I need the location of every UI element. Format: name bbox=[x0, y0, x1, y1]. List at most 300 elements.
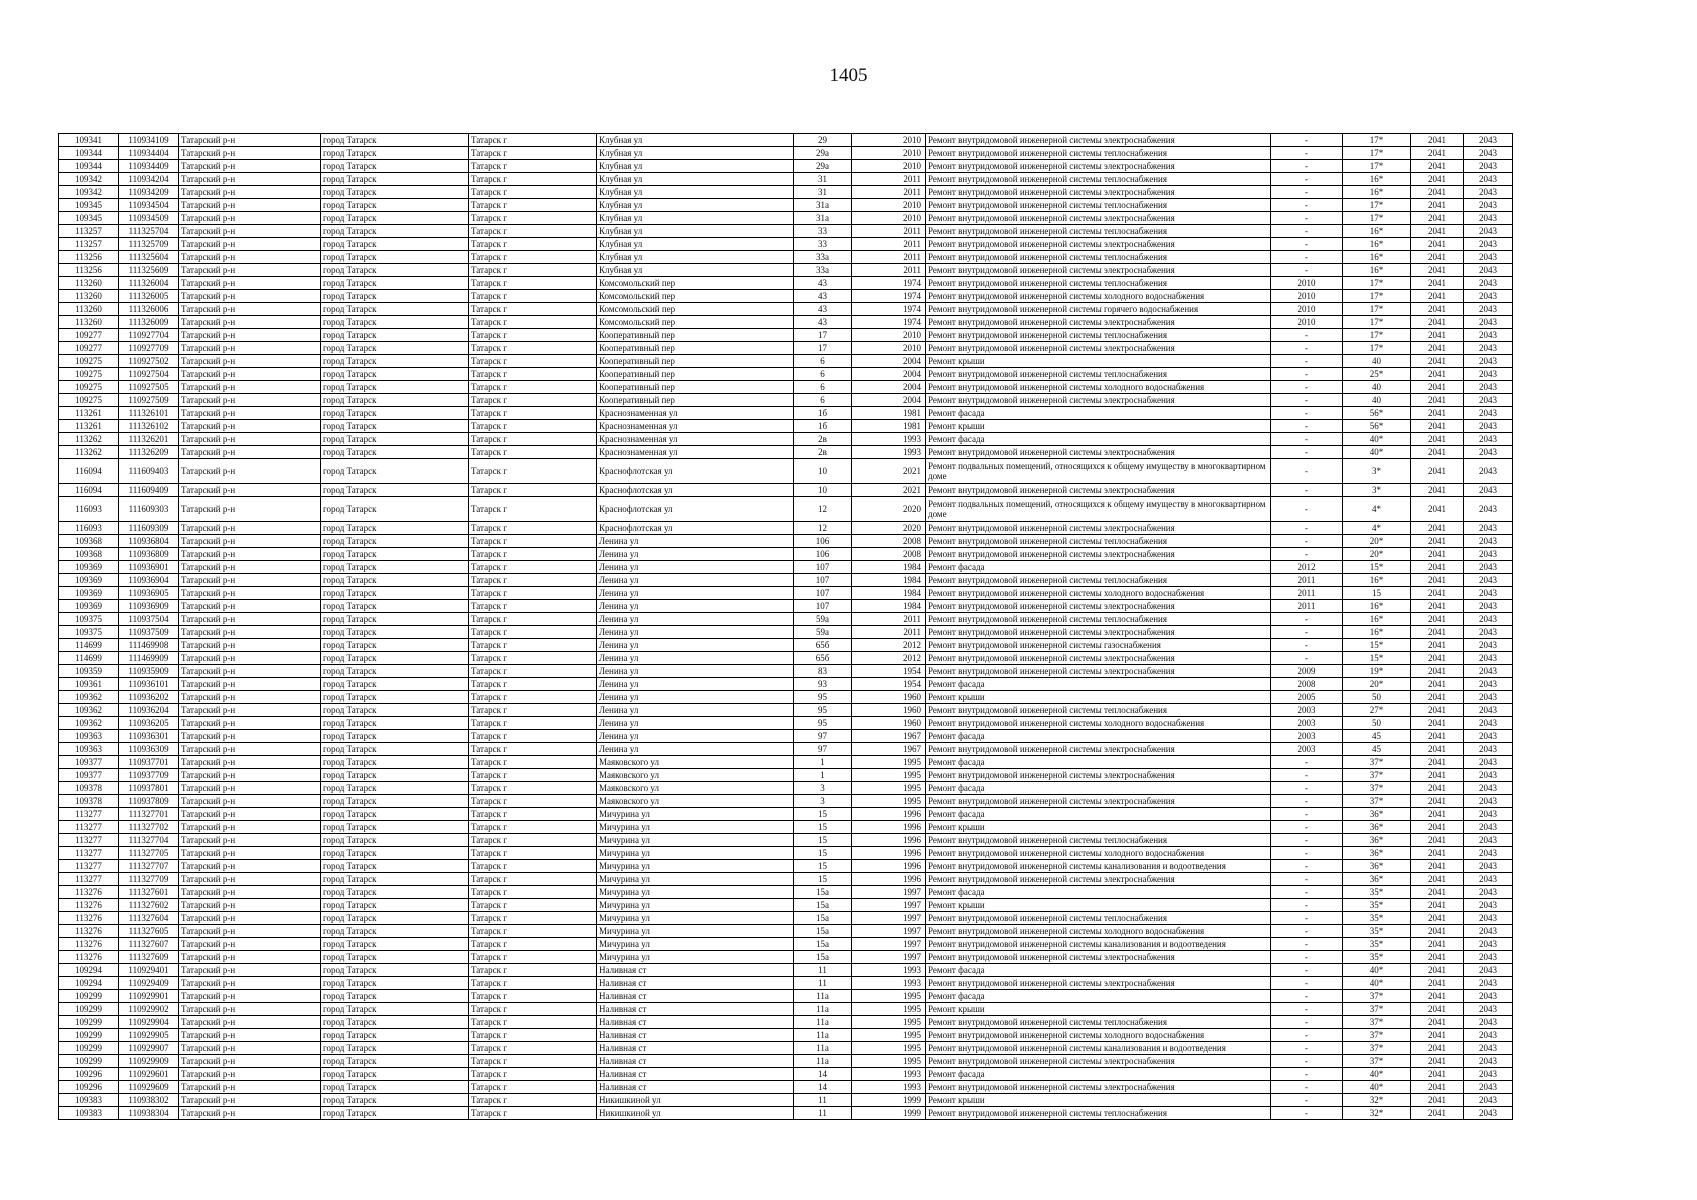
build-year-cell: 2010 bbox=[852, 147, 926, 160]
settlement-cell: Татарск г bbox=[469, 446, 597, 459]
street-cell: Мичурина ул bbox=[597, 847, 794, 860]
district-cell: Татарский р-н bbox=[179, 1016, 321, 1029]
house-id-cell: 113257 bbox=[59, 238, 119, 251]
settlement-cell: Татарск г bbox=[469, 587, 597, 600]
house-number-cell: 1 bbox=[794, 769, 852, 782]
table-row bbox=[59, 186, 1513, 199]
district-cell: Татарский р-н bbox=[179, 264, 321, 277]
municipality-cell: город Татарск bbox=[321, 303, 469, 316]
build-year-cell: 1996 bbox=[852, 821, 926, 834]
work-type-cell: Ремонт внутридомовой инженерной системы холодного водоснабжения bbox=[926, 847, 1271, 860]
work-id-cell: 110937801 bbox=[119, 782, 179, 795]
house-id-cell: 113277 bbox=[59, 834, 119, 847]
district-cell: Татарский р-н bbox=[179, 639, 321, 652]
wear-cell: 17* bbox=[1343, 316, 1411, 329]
work-type-cell: Ремонт подвальных помещений, относящихся к общему имуществу в многоквартирном доме bbox=[926, 459, 1271, 484]
house-id-cell: 109378 bbox=[59, 795, 119, 808]
build-year-cell: 1993 bbox=[852, 977, 926, 990]
build-year-cell: 1995 bbox=[852, 1029, 926, 1042]
settlement-cell: Татарск г bbox=[469, 548, 597, 561]
end-year-cell: 2043 bbox=[1464, 964, 1513, 977]
street-cell: Наливная ст bbox=[597, 1081, 794, 1094]
table-row bbox=[59, 847, 1513, 860]
table-row bbox=[59, 704, 1513, 717]
house-number-cell: 12 bbox=[794, 522, 852, 535]
wear-cell: 56* bbox=[1343, 420, 1411, 433]
start-year-cell: 2041 bbox=[1411, 626, 1464, 639]
work-type-cell: Ремонт фасада bbox=[926, 886, 1271, 899]
district-cell: Татарский р-н bbox=[179, 199, 321, 212]
end-year-cell: 2043 bbox=[1464, 199, 1513, 212]
house-number-cell: 15а bbox=[794, 886, 852, 899]
house-number-cell: 15 bbox=[794, 860, 852, 873]
last-repair-year-cell: - bbox=[1271, 847, 1343, 860]
settlement-cell: Татарск г bbox=[469, 964, 597, 977]
street-cell: Ленина ул bbox=[597, 717, 794, 730]
district-cell: Татарский р-н bbox=[179, 355, 321, 368]
district-cell: Татарский р-н bbox=[179, 964, 321, 977]
start-year-cell: 2041 bbox=[1411, 199, 1464, 212]
house-number-cell: 2в bbox=[794, 446, 852, 459]
municipality-cell: город Татарск bbox=[321, 147, 469, 160]
work-id-cell: 111327701 bbox=[119, 808, 179, 821]
municipality-cell: город Татарск bbox=[321, 990, 469, 1003]
house-id-cell: 109361 bbox=[59, 678, 119, 691]
wear-cell: 4* bbox=[1343, 522, 1411, 535]
build-year-cell: 2011 bbox=[852, 613, 926, 626]
table-row bbox=[59, 990, 1513, 1003]
work-id-cell: 111325709 bbox=[119, 238, 179, 251]
build-year-cell: 1967 bbox=[852, 743, 926, 756]
settlement-cell: Татарск г bbox=[469, 381, 597, 394]
work-id-cell: 110936204 bbox=[119, 704, 179, 717]
build-year-cell: 2011 bbox=[852, 173, 926, 186]
district-cell: Татарский р-н bbox=[179, 368, 321, 381]
work-id-cell: 110936309 bbox=[119, 743, 179, 756]
last-repair-year-cell: - bbox=[1271, 886, 1343, 899]
end-year-cell: 2043 bbox=[1464, 730, 1513, 743]
house-number-cell: 15а bbox=[794, 925, 852, 938]
last-repair-year-cell: - bbox=[1271, 1055, 1343, 1068]
house-number-cell: 11а bbox=[794, 990, 852, 1003]
street-cell: Наливная ст bbox=[597, 977, 794, 990]
work-type-cell: Ремонт внутридомовой инженерной системы холодного водоснабжения bbox=[926, 717, 1271, 730]
end-year-cell: 2043 bbox=[1464, 1016, 1513, 1029]
work-id-cell: 110934109 bbox=[119, 134, 179, 147]
street-cell: Маяковского ул bbox=[597, 782, 794, 795]
last-repair-year-cell: - bbox=[1271, 1081, 1343, 1094]
work-type-cell: Ремонт внутридомовой инженерной системы теплоснабжения bbox=[926, 329, 1271, 342]
table-body bbox=[59, 134, 1513, 1120]
table-row bbox=[59, 782, 1513, 795]
settlement-cell: Татарск г bbox=[469, 329, 597, 342]
start-year-cell: 2041 bbox=[1411, 769, 1464, 782]
build-year-cell: 2010 bbox=[852, 199, 926, 212]
end-year-cell: 2043 bbox=[1464, 860, 1513, 873]
house-id-cell: 109299 bbox=[59, 1016, 119, 1029]
last-repair-year-cell: 2008 bbox=[1271, 678, 1343, 691]
table-row bbox=[59, 938, 1513, 951]
settlement-cell: Татарск г bbox=[469, 730, 597, 743]
build-year-cell: 2004 bbox=[852, 368, 926, 381]
build-year-cell: 2011 bbox=[852, 186, 926, 199]
last-repair-year-cell: - bbox=[1271, 173, 1343, 186]
street-cell: Кооперативный пер bbox=[597, 355, 794, 368]
end-year-cell: 2043 bbox=[1464, 886, 1513, 899]
settlement-cell: Татарск г bbox=[469, 756, 597, 769]
end-year-cell: 2043 bbox=[1464, 1094, 1513, 1107]
table-row bbox=[59, 834, 1513, 847]
work-type-cell: Ремонт внутридомовой инженерной системы холодного водоснабжения bbox=[926, 1029, 1271, 1042]
build-year-cell: 1996 bbox=[852, 847, 926, 860]
settlement-cell: Татарск г bbox=[469, 394, 597, 407]
street-cell: Мичурина ул bbox=[597, 821, 794, 834]
street-cell: Краснознаменная ул bbox=[597, 433, 794, 446]
wear-cell: 4* bbox=[1343, 497, 1411, 522]
municipality-cell: город Татарск bbox=[321, 342, 469, 355]
municipality-cell: город Татарск bbox=[321, 847, 469, 860]
house-id-cell: 113262 bbox=[59, 433, 119, 446]
house-number-cell: 107 bbox=[794, 587, 852, 600]
street-cell: Ленина ул bbox=[597, 574, 794, 587]
work-type-cell: Ремонт крыши bbox=[926, 1094, 1271, 1107]
settlement-cell: Татарск г bbox=[469, 342, 597, 355]
street-cell: Клубная ул bbox=[597, 199, 794, 212]
end-year-cell: 2043 bbox=[1464, 821, 1513, 834]
work-id-cell: 111469908 bbox=[119, 639, 179, 652]
start-year-cell: 2041 bbox=[1411, 977, 1464, 990]
street-cell: Наливная ст bbox=[597, 1003, 794, 1016]
house-number-cell: 15а bbox=[794, 951, 852, 964]
last-repair-year-cell: 2011 bbox=[1271, 574, 1343, 587]
settlement-cell: Татарск г bbox=[469, 574, 597, 587]
house-number-cell: 106 bbox=[794, 535, 852, 548]
house-number-cell: 12 bbox=[794, 497, 852, 522]
table-row bbox=[59, 873, 1513, 886]
wear-cell: 40 bbox=[1343, 355, 1411, 368]
district-cell: Татарский р-н bbox=[179, 977, 321, 990]
work-id-cell: 111326101 bbox=[119, 407, 179, 420]
settlement-cell: Татарск г bbox=[469, 834, 597, 847]
settlement-cell: Татарск г bbox=[469, 912, 597, 925]
wear-cell: 17* bbox=[1343, 134, 1411, 147]
build-year-cell: 1997 bbox=[852, 925, 926, 938]
work-type-cell: Ремонт внутридомовой инженерной системы газоснабжения bbox=[926, 639, 1271, 652]
table-row bbox=[59, 368, 1513, 381]
street-cell: Кооперативный пер bbox=[597, 381, 794, 394]
street-cell: Ленина ул bbox=[597, 561, 794, 574]
work-id-cell: 110936101 bbox=[119, 678, 179, 691]
start-year-cell: 2041 bbox=[1411, 497, 1464, 522]
street-cell: Клубная ул bbox=[597, 251, 794, 264]
settlement-cell: Татарск г bbox=[469, 717, 597, 730]
start-year-cell: 2041 bbox=[1411, 212, 1464, 225]
district-cell: Татарский р-н bbox=[179, 769, 321, 782]
last-repair-year-cell: - bbox=[1271, 394, 1343, 407]
end-year-cell: 2043 bbox=[1464, 212, 1513, 225]
house-id-cell: 109294 bbox=[59, 977, 119, 990]
work-type-cell: Ремонт внутридомовой инженерной системы холодного водоснабжения bbox=[926, 925, 1271, 938]
municipality-cell: город Татарск bbox=[321, 1081, 469, 1094]
last-repair-year-cell: - bbox=[1271, 613, 1343, 626]
end-year-cell: 2043 bbox=[1464, 613, 1513, 626]
wear-cell: 40 bbox=[1343, 394, 1411, 407]
table-row bbox=[59, 977, 1513, 990]
house-id-cell: 114699 bbox=[59, 639, 119, 652]
house-number-cell: 106 bbox=[794, 548, 852, 561]
house-id-cell: 113276 bbox=[59, 925, 119, 938]
municipality-cell: город Татарск bbox=[321, 912, 469, 925]
build-year-cell: 1993 bbox=[852, 964, 926, 977]
wear-cell: 50 bbox=[1343, 717, 1411, 730]
house-number-cell: 11 bbox=[794, 977, 852, 990]
work-id-cell: 111609403 bbox=[119, 459, 179, 484]
work-id-cell: 110934509 bbox=[119, 212, 179, 225]
build-year-cell: 2010 bbox=[852, 329, 926, 342]
house-number-cell: 6 bbox=[794, 368, 852, 381]
house-id-cell: 109341 bbox=[59, 134, 119, 147]
build-year-cell: 1995 bbox=[852, 1055, 926, 1068]
house-number-cell: 11а bbox=[794, 1029, 852, 1042]
wear-cell: 16* bbox=[1343, 600, 1411, 613]
municipality-cell: город Татарск bbox=[321, 977, 469, 990]
table-row bbox=[59, 316, 1513, 329]
street-cell: Краснофлотская ул bbox=[597, 522, 794, 535]
build-year-cell: 1995 bbox=[852, 990, 926, 1003]
settlement-cell: Татарск г bbox=[469, 873, 597, 886]
municipality-cell: город Татарск bbox=[321, 1055, 469, 1068]
table-row bbox=[59, 264, 1513, 277]
street-cell: Мичурина ул bbox=[597, 938, 794, 951]
start-year-cell: 2041 bbox=[1411, 704, 1464, 717]
house-id-cell: 109383 bbox=[59, 1094, 119, 1107]
settlement-cell: Татарск г bbox=[469, 186, 597, 199]
municipality-cell: город Татарск bbox=[321, 446, 469, 459]
district-cell: Татарский р-н bbox=[179, 587, 321, 600]
settlement-cell: Татарск г bbox=[469, 639, 597, 652]
work-type-cell: Ремонт фасада bbox=[926, 561, 1271, 574]
table-row bbox=[59, 446, 1513, 459]
house-id-cell: 113276 bbox=[59, 951, 119, 964]
work-id-cell: 111325609 bbox=[119, 264, 179, 277]
settlement-cell: Татарск г bbox=[469, 212, 597, 225]
street-cell: Мичурина ул bbox=[597, 834, 794, 847]
house-id-cell: 109344 bbox=[59, 160, 119, 173]
settlement-cell: Татарск г bbox=[469, 173, 597, 186]
build-year-cell: 1999 bbox=[852, 1094, 926, 1107]
street-cell: Наливная ст bbox=[597, 1055, 794, 1068]
end-year-cell: 2043 bbox=[1464, 381, 1513, 394]
build-year-cell: 1993 bbox=[852, 446, 926, 459]
wear-cell: 20* bbox=[1343, 548, 1411, 561]
last-repair-year-cell: - bbox=[1271, 821, 1343, 834]
municipality-cell: город Татарск bbox=[321, 1068, 469, 1081]
build-year-cell: 1997 bbox=[852, 912, 926, 925]
wear-cell: 45 bbox=[1343, 730, 1411, 743]
end-year-cell: 2043 bbox=[1464, 329, 1513, 342]
street-cell: Ленина ул bbox=[597, 678, 794, 691]
municipality-cell: город Татарск bbox=[321, 1107, 469, 1120]
end-year-cell: 2043 bbox=[1464, 1029, 1513, 1042]
house-number-cell: 2в bbox=[794, 433, 852, 446]
house-number-cell: 83 bbox=[794, 665, 852, 678]
settlement-cell: Татарск г bbox=[469, 316, 597, 329]
wear-cell: 40* bbox=[1343, 1081, 1411, 1094]
table-row bbox=[59, 756, 1513, 769]
start-year-cell: 2041 bbox=[1411, 238, 1464, 251]
work-id-cell: 110929609 bbox=[119, 1081, 179, 1094]
last-repair-year-cell: - bbox=[1271, 433, 1343, 446]
work-type-cell: Ремонт внутридомовой инженерной системы электроснабжения bbox=[926, 951, 1271, 964]
district-cell: Татарский р-н bbox=[179, 873, 321, 886]
house-number-cell: 33 bbox=[794, 238, 852, 251]
house-id-cell: 109369 bbox=[59, 574, 119, 587]
work-id-cell: 110937709 bbox=[119, 769, 179, 782]
last-repair-year-cell: - bbox=[1271, 756, 1343, 769]
settlement-cell: Татарск г bbox=[469, 199, 597, 212]
work-id-cell: 111327709 bbox=[119, 873, 179, 886]
last-repair-year-cell: - bbox=[1271, 186, 1343, 199]
municipality-cell: город Татарск bbox=[321, 782, 469, 795]
settlement-cell: Татарск г bbox=[469, 951, 597, 964]
wear-cell: 36* bbox=[1343, 847, 1411, 860]
house-id-cell: 109294 bbox=[59, 964, 119, 977]
settlement-cell: Татарск г bbox=[469, 977, 597, 990]
wear-cell: 32* bbox=[1343, 1094, 1411, 1107]
last-repair-year-cell: - bbox=[1271, 147, 1343, 160]
settlement-cell: Татарск г bbox=[469, 420, 597, 433]
municipality-cell: город Татарск bbox=[321, 238, 469, 251]
work-type-cell: Ремонт внутридомовой инженерной системы теплоснабжения bbox=[926, 704, 1271, 717]
municipality-cell: город Татарск bbox=[321, 199, 469, 212]
end-year-cell: 2043 bbox=[1464, 186, 1513, 199]
end-year-cell: 2043 bbox=[1464, 433, 1513, 446]
settlement-cell: Татарск г bbox=[469, 368, 597, 381]
last-repair-year-cell: 2010 bbox=[1271, 277, 1343, 290]
district-cell: Татарский р-н bbox=[179, 160, 321, 173]
settlement-cell: Татарск г bbox=[469, 238, 597, 251]
district-cell: Татарский р-н bbox=[179, 1068, 321, 1081]
work-type-cell: Ремонт внутридомовой инженерной системы электроснабжения bbox=[926, 212, 1271, 225]
wear-cell: 50 bbox=[1343, 691, 1411, 704]
district-cell: Татарский р-н bbox=[179, 535, 321, 548]
house-id-cell: 109362 bbox=[59, 704, 119, 717]
wear-cell: 15* bbox=[1343, 561, 1411, 574]
municipality-cell: город Татарск bbox=[321, 704, 469, 717]
settlement-cell: Татарск г bbox=[469, 665, 597, 678]
start-year-cell: 2041 bbox=[1411, 678, 1464, 691]
settlement-cell: Татарск г bbox=[469, 303, 597, 316]
end-year-cell: 2043 bbox=[1464, 873, 1513, 886]
district-cell: Татарский р-н bbox=[179, 251, 321, 264]
build-year-cell: 1974 bbox=[852, 277, 926, 290]
last-repair-year-cell: 2010 bbox=[1271, 316, 1343, 329]
municipality-cell: город Татарск bbox=[321, 160, 469, 173]
last-repair-year-cell: - bbox=[1271, 795, 1343, 808]
district-cell: Татарский р-н bbox=[179, 561, 321, 574]
municipality-cell: город Татарск bbox=[321, 1029, 469, 1042]
work-id-cell: 110934204 bbox=[119, 173, 179, 186]
house-number-cell: 11 bbox=[794, 1107, 852, 1120]
house-number-cell: 11а bbox=[794, 1042, 852, 1055]
wear-cell: 35* bbox=[1343, 899, 1411, 912]
district-cell: Татарский р-н bbox=[179, 394, 321, 407]
municipality-cell: город Татарск bbox=[321, 808, 469, 821]
municipality-cell: город Татарск bbox=[321, 535, 469, 548]
build-year-cell: 2010 bbox=[852, 212, 926, 225]
work-type-cell: Ремонт внутридомовой инженерной системы электроснабжения bbox=[926, 134, 1271, 147]
house-id-cell: 113260 bbox=[59, 290, 119, 303]
district-cell: Татарский р-н bbox=[179, 522, 321, 535]
settlement-cell: Татарск г bbox=[469, 1055, 597, 1068]
municipality-cell: город Татарск bbox=[321, 886, 469, 899]
street-cell: Клубная ул bbox=[597, 173, 794, 186]
work-type-cell: Ремонт внутридомовой инженерной системы электроснабжения bbox=[926, 743, 1271, 756]
table-row bbox=[59, 420, 1513, 433]
settlement-cell: Татарск г bbox=[469, 407, 597, 420]
work-type-cell: Ремонт внутридомовой инженерной системы теплоснабжения bbox=[926, 535, 1271, 548]
table-row bbox=[59, 808, 1513, 821]
house-number-cell: 31 bbox=[794, 173, 852, 186]
municipality-cell: город Татарск bbox=[321, 433, 469, 446]
end-year-cell: 2043 bbox=[1464, 147, 1513, 160]
table-row bbox=[59, 548, 1513, 561]
build-year-cell: 2021 bbox=[852, 459, 926, 484]
work-type-cell: Ремонт внутридомовой инженерной системы электроснабжения bbox=[926, 873, 1271, 886]
wear-cell: 36* bbox=[1343, 821, 1411, 834]
house-id-cell: 109299 bbox=[59, 1029, 119, 1042]
municipality-cell: город Татарск bbox=[321, 574, 469, 587]
municipality-cell: город Татарск bbox=[321, 769, 469, 782]
table-row bbox=[59, 1029, 1513, 1042]
municipality-cell: город Татарск bbox=[321, 665, 469, 678]
start-year-cell: 2041 bbox=[1411, 420, 1464, 433]
build-year-cell: 1960 bbox=[852, 691, 926, 704]
start-year-cell: 2041 bbox=[1411, 1029, 1464, 1042]
work-id-cell: 111327601 bbox=[119, 886, 179, 899]
wear-cell: 32* bbox=[1343, 1107, 1411, 1120]
work-type-cell: Ремонт внутридомовой инженерной системы теплоснабжения bbox=[926, 368, 1271, 381]
work-type-cell: Ремонт внутридомовой инженерной системы электроснабжения bbox=[926, 977, 1271, 990]
house-id-cell: 109277 bbox=[59, 329, 119, 342]
settlement-cell: Татарск г bbox=[469, 277, 597, 290]
start-year-cell: 2041 bbox=[1411, 277, 1464, 290]
district-cell: Татарский р-н bbox=[179, 342, 321, 355]
house-id-cell: 113277 bbox=[59, 808, 119, 821]
end-year-cell: 2043 bbox=[1464, 277, 1513, 290]
wear-cell: 16* bbox=[1343, 186, 1411, 199]
start-year-cell: 2041 bbox=[1411, 355, 1464, 368]
end-year-cell: 2043 bbox=[1464, 459, 1513, 484]
start-year-cell: 2041 bbox=[1411, 1107, 1464, 1120]
build-year-cell: 2020 bbox=[852, 522, 926, 535]
wear-cell: 17* bbox=[1343, 199, 1411, 212]
start-year-cell: 2041 bbox=[1411, 652, 1464, 665]
street-cell: Маяковского ул bbox=[597, 756, 794, 769]
last-repair-year-cell: - bbox=[1271, 1042, 1343, 1055]
last-repair-year-cell: - bbox=[1271, 522, 1343, 535]
district-cell: Татарский р-н bbox=[179, 329, 321, 342]
wear-cell: 37* bbox=[1343, 1029, 1411, 1042]
table-row bbox=[59, 665, 1513, 678]
house-number-cell: 29а bbox=[794, 160, 852, 173]
last-repair-year-cell: 2009 bbox=[1271, 665, 1343, 678]
wear-cell: 35* bbox=[1343, 925, 1411, 938]
build-year-cell: 1954 bbox=[852, 678, 926, 691]
work-type-cell: Ремонт внутридомовой инженерной системы электроснабжения bbox=[926, 446, 1271, 459]
end-year-cell: 2043 bbox=[1464, 1068, 1513, 1081]
build-year-cell: 2004 bbox=[852, 381, 926, 394]
